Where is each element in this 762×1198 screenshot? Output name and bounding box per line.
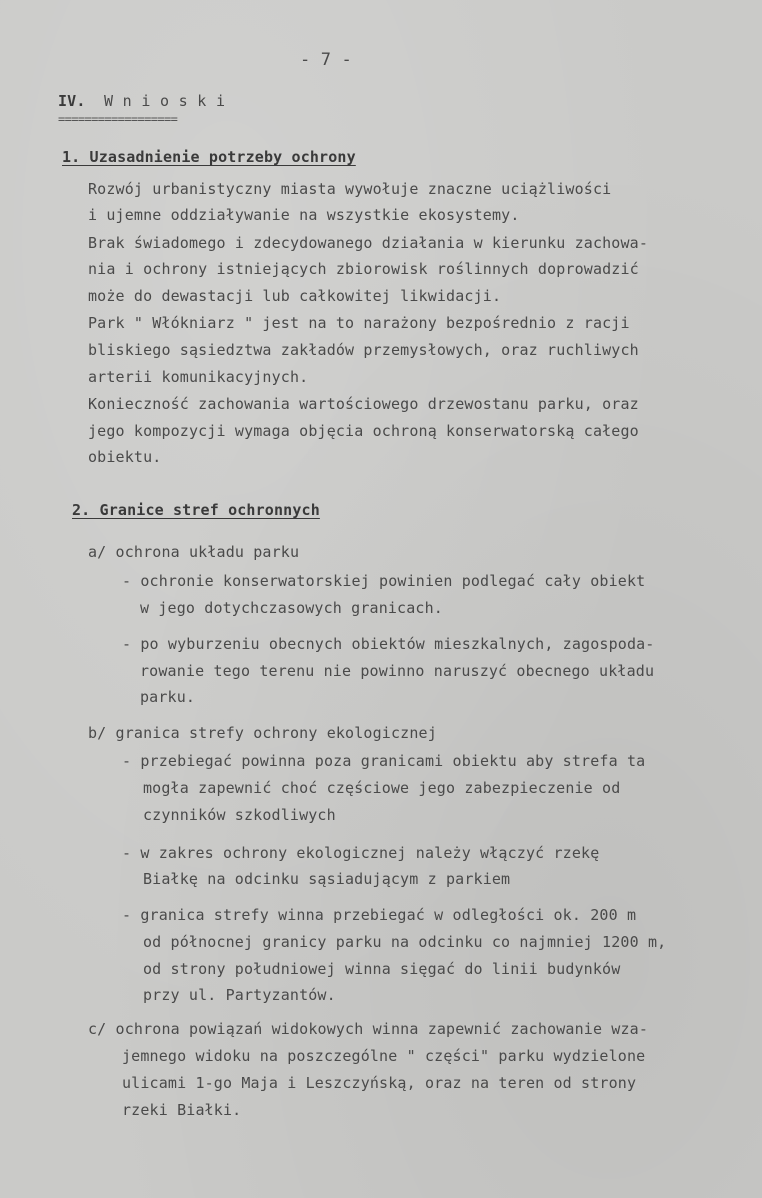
section-1-line: Park " Włókniarz " jest na to narażony bezpośrednio z racji <box>88 314 630 332</box>
subsection-b-item-line: od strony południowej winna sięgać do linii budynków <box>143 960 621 978</box>
section-1-line: Brak świadomego i zdecydowanego działania w kierunku zachowa- <box>88 234 649 252</box>
section-1-line: Konieczność zachowania wartościowego drzewostanu parku, oraz <box>88 395 639 413</box>
subsection-b-item-line: - w zakres ochrony ekologicznej należy włączyć rzekę <box>122 844 600 862</box>
subsection-c-line: c/ ochrona powiązań widokowych winna zapewnić zachowanie wza- <box>88 1020 649 1038</box>
section-1-line: obiektu. <box>88 448 162 466</box>
subsection-b-item-line: Białkę na odcinku sąsiadującym z parkiem <box>143 870 511 888</box>
subsection-b-item-line: od północnej granicy parku na odcinku co najmniej 1200 m, <box>143 933 667 951</box>
subsection-b-item-line: przy ul. Partyzantów. <box>143 986 336 1004</box>
section-1-line: może do dewastacji lub całkowitej likwidacji. <box>88 287 502 305</box>
subsection-b-item-line: - granica strefy winna przebiegać w odległości ok. 200 m <box>122 906 637 924</box>
subsection-c-line: ulicami 1-go Maja i Leszczyńską, oraz na teren od strony <box>122 1074 637 1092</box>
subsection-b-item-line: czynników szkodliwych <box>143 806 336 824</box>
section-1-title: 1. Uzasadnienie potrzeby ochrony <box>62 148 356 166</box>
section-1-line: nia i ochrony istniejących zbiorowisk roślinnych doprowadzić <box>88 260 639 278</box>
section-2-title: 2. Granice stref ochronnych <box>72 501 320 519</box>
section-1-line: bliskiego sąsiedztwa zakładów przemysłowych, oraz ruchliwych <box>88 341 639 359</box>
subsection-c-line: rzeki Białki. <box>122 1101 242 1119</box>
section-1-line: arterii komunikacyjnych. <box>88 368 309 386</box>
subsection-a-item-line: rowanie tego terenu nie powinno naruszyć obecnego układu <box>140 662 655 680</box>
section-1-line: Rozwój urbanistyczny miasta wywołuje znaczne uciążliwości <box>88 180 612 198</box>
chapter-title: W n i o s k i <box>104 92 226 110</box>
subsection-c-line: jemnego widoku na poszczególne " części" parku wydzielone <box>122 1047 646 1065</box>
subsection-a-item-line: parku. <box>140 688 196 706</box>
chapter-title-double-underline: ================== <box>58 112 178 126</box>
subsection-b-item-line: - przebiegać powinna poza granicami obiektu aby strefa ta <box>122 752 646 770</box>
subsection-b-item-line: mogła zapewnić choć częściowe jego zabezpieczenie od <box>143 779 621 797</box>
subsection-a-item-line: - ochronie konserwatorskiej powinien podlegać cały obiekt <box>122 572 646 590</box>
section-1-line: i ujemne oddziaływanie na wszystkie ekosystemy. <box>88 206 520 224</box>
chapter-number: IV. <box>58 92 86 110</box>
page-number: - 7 - <box>300 50 352 70</box>
subsection-a-item-line: - po wyburzeniu obecnych obiektów mieszkalnych, zagospoda- <box>122 635 655 653</box>
subsection-a-label: a/ ochrona układu parku <box>88 543 300 561</box>
subsection-a-item-line: w jego dotychczasowych granicach. <box>140 599 443 617</box>
section-1-line: jego kompozycji wymaga objęcia ochroną konserwatorską całego <box>88 422 639 440</box>
subsection-b-label: b/ granica strefy ochrony ekologicznej <box>88 724 437 742</box>
